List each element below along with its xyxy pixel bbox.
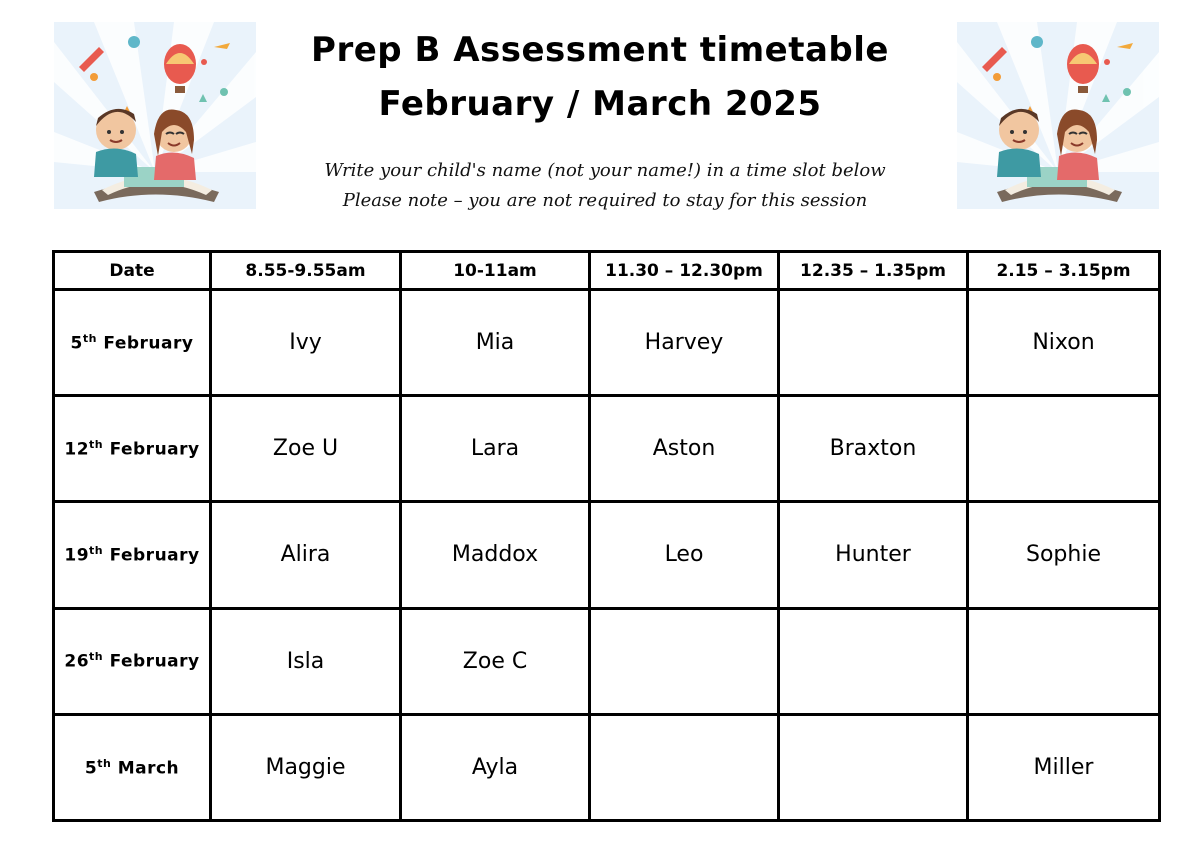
slot-cell[interactable] [779, 290, 968, 396]
date-cell: 26th February [54, 608, 211, 714]
assessment-timetable [52, 250, 1161, 822]
page-subtitle: February / March 2025 [378, 84, 822, 124]
slot-cell[interactable]: Alira [211, 502, 401, 608]
slot-cell[interactable]: Hunter [779, 502, 968, 608]
kids-reading-illustration-right [957, 22, 1159, 209]
slot-cell[interactable]: Aston [590, 396, 779, 502]
slot-cell[interactable]: Sophie [968, 502, 1160, 608]
slot-cell[interactable] [968, 608, 1160, 714]
table-row [54, 290, 1160, 396]
table-row [54, 396, 1160, 502]
date-cell: 19th February [54, 502, 211, 608]
table-row [54, 502, 1160, 608]
column-header-slot-3: 11.30 – 12.30pm [590, 252, 779, 290]
slot-cell[interactable]: Maddox [401, 502, 590, 608]
slot-cell[interactable] [968, 396, 1160, 502]
kids-reading-illustration-left [54, 22, 256, 209]
slot-cell[interactable]: Ayla [401, 714, 590, 820]
slot-cell[interactable] [590, 714, 779, 820]
slot-cell[interactable]: Isla [211, 608, 401, 714]
notice-text: Please note – you are not required to stay for this session [342, 190, 868, 211]
column-header-slot-2: 10-11am [401, 252, 590, 290]
slot-cell[interactable]: Maggie [211, 714, 401, 820]
page-title: Prep B Assessment timetable [311, 30, 889, 70]
slot-cell[interactable] [590, 608, 779, 714]
slot-cell[interactable]: Miller [968, 714, 1160, 820]
slot-cell[interactable] [779, 714, 968, 820]
column-header-slot-5: 2.15 – 3.15pm [968, 252, 1160, 290]
date-cell: 12th February [54, 396, 211, 502]
slot-cell[interactable] [779, 608, 968, 714]
instruction-text: Write your child's name (not your name!) in a time slot below [324, 160, 886, 181]
slot-cell[interactable]: Nixon [968, 290, 1160, 396]
date-cell: 5th March [54, 714, 211, 820]
date-cell: 5th February [54, 290, 211, 396]
slot-cell[interactable]: Harvey [590, 290, 779, 396]
column-header-slot-4: 12.35 – 1.35pm [779, 252, 968, 290]
column-header-date: Date [54, 252, 211, 290]
table-row [54, 608, 1160, 714]
slot-cell[interactable]: Ivy [211, 290, 401, 396]
slot-cell[interactable]: Braxton [779, 396, 968, 502]
slot-cell[interactable]: Lara [401, 396, 590, 502]
column-header-slot-1: 8.55-9.55am [211, 252, 401, 290]
slot-cell[interactable]: Mia [401, 290, 590, 396]
slot-cell[interactable]: Zoe C [401, 608, 590, 714]
header-row [54, 252, 1160, 290]
table-row [54, 714, 1160, 820]
slot-cell[interactable]: Zoe U [211, 396, 401, 502]
slot-cell[interactable]: Leo [590, 502, 779, 608]
